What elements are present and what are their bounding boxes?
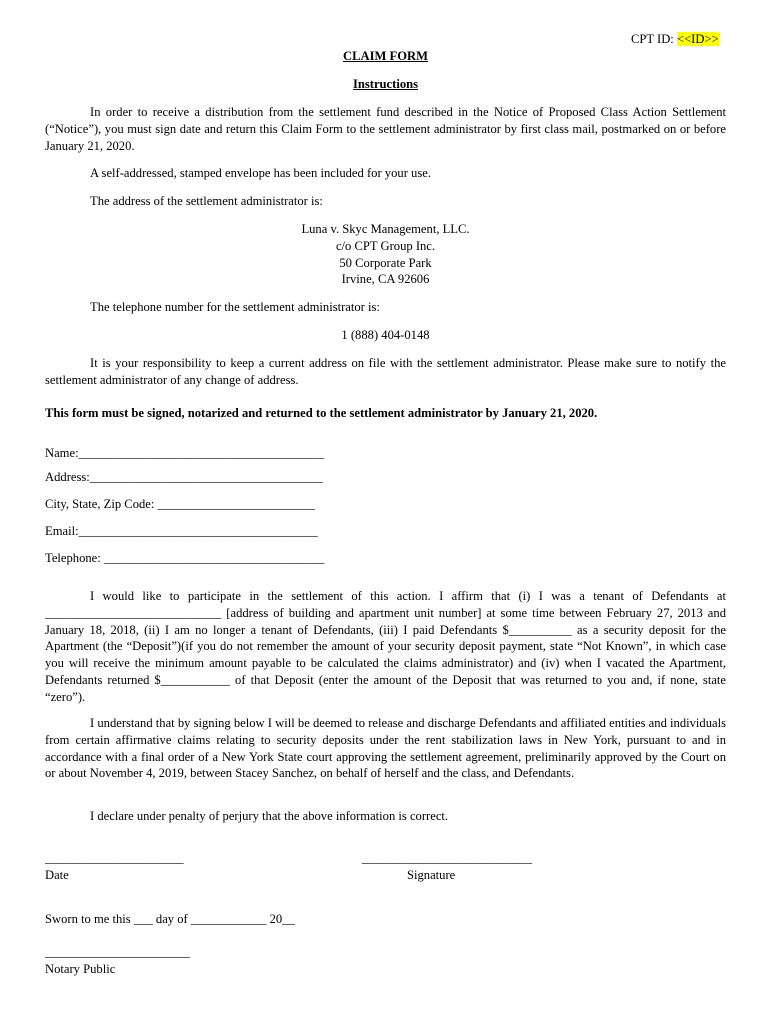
sworn-statement[interactable]: Sworn to me this ___ day of ____________ 20__ [45, 912, 295, 926]
instructions-paragraph-3: The address of the settlement administrator is: [90, 194, 323, 208]
address-line: Luna v. Skyc Management, LLC. [301, 222, 470, 236]
city-state-zip-field[interactable]: City, State, Zip Code: _________________________ [45, 497, 315, 511]
notary-signature-line[interactable]: _______________________ [45, 945, 190, 959]
telephone-field[interactable]: Telephone: ___________________________________ [45, 551, 325, 565]
address-field[interactable]: Address:_____________________________________ [45, 470, 323, 484]
address-line: 50 Corporate Park [339, 255, 432, 270]
signature-deadline-notice: This form must be signed, notarized and returned to the settlement administrator by January 21, 2020. [45, 406, 598, 420]
administrator-phone: 1 (888) 404-0148 [341, 328, 430, 342]
signature-label: Signature [407, 868, 456, 882]
instructions-paragraph-1: In order to receive a distribution from the settlement fund described in the Notice of Proposed Class Action Settlement (“Notice”), you must sign date and return this Claim Form to the settlement administrator by first class mail, postmarked on or before January 21, 2020. [45, 105, 726, 153]
email-field[interactable]: Email:______________________________________ [45, 524, 318, 538]
instructions-paragraph-2: A self-addressed, stamped envelope has been included for your use. [90, 166, 431, 180]
perjury-declaration: I declare under penalty of perjury that the above information is correct. [90, 809, 449, 823]
date-signature-line[interactable]: ______________________ [45, 851, 184, 865]
notary-public-label: Notary Public [45, 962, 116, 976]
name-field[interactable]: Name:_______________________________________ [45, 446, 325, 460]
cpt-id-value: <<ID>> [676, 32, 719, 46]
release-paragraph: I understand that by signing below I will be deemed to release and discharge Defendants and affiliated entities and individuals from certain affirmative claims relating to security deposits under the rent stabilization laws in New York, pursuant to and in accordance with a final order of a New York State court approving the settlement agreement, preliminarily approved by the Court on or about November 4, 2019, between Stacey Sanchez, on behalf of herself and the class, and Defendants. [45, 716, 726, 781]
date-label: Date [45, 868, 69, 882]
instructions-heading: Instructions [352, 77, 419, 91]
claim-form-page [45, 0, 726, 1024]
cpt-id [631, 31, 719, 48]
address-line: Irvine, CA 92606 [341, 272, 430, 287]
cpt-id-label: CPT ID: [631, 32, 674, 46]
instructions-paragraph-4: The telephone number for the settlement administrator is: [90, 300, 380, 314]
administrator-address [45, 221, 726, 288]
instructions-paragraph-5: It is your responsibility to keep a current address on file with the settlement administrator. Please make sure to notify the settlement administrator of any change of address. [45, 356, 726, 387]
form-title: CLAIM FORM [343, 49, 428, 63]
address-line: c/o CPT Group Inc. [335, 238, 436, 253]
affirmation-paragraph: I would like to participate in the settlement of this action. I affirm that (i) I was a tenant of Defendants at ____________________________ [address of building and apartment unit number] at some time between February 27, 2013 and January 18, 2018, (ii) I am no longer a tenant of Defendants, (iii) I paid Defendants $__________ as a security deposit for the Apartment (the “Deposit”)(if you do not remember the amount of your security deposit payment, state “Not Known”, in which case you will receive the minimum amount payable to be calculated the claims administrator) and (iv) when I vacated the Apartment, Defendants returned $___________ of that Deposit (enter the amount of the Deposit that was returned to you and, if none, state “zero”). [45, 589, 726, 704]
signature-line[interactable]: ___________________________ [362, 851, 533, 865]
